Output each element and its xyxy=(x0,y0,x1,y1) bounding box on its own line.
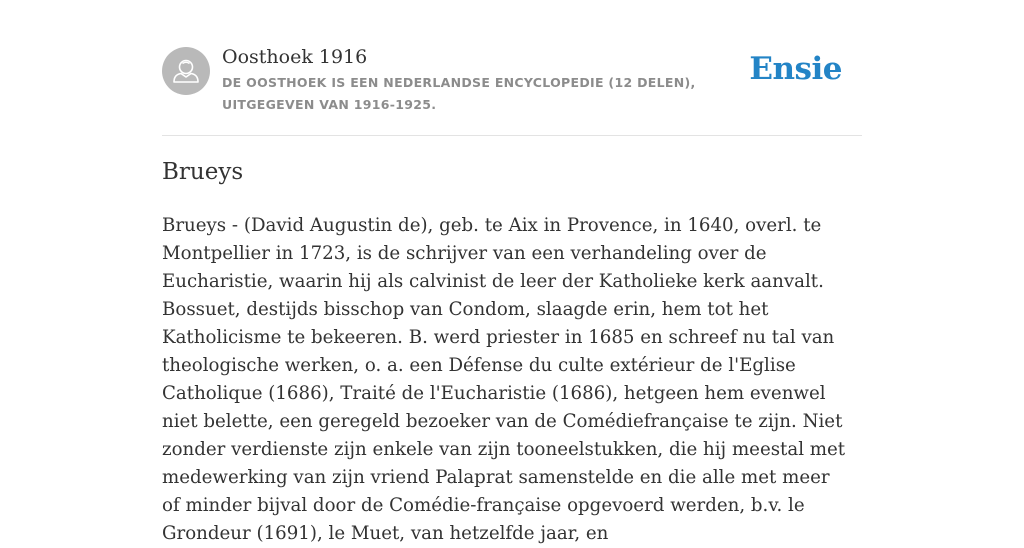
source-title[interactable]: Oosthoek 1916 xyxy=(222,46,368,68)
header-divider xyxy=(162,135,862,136)
user-avatar-icon xyxy=(162,47,210,95)
article-body: Brueys - (David Augustin de), geb. te Aix in Provence, in 1640, overl. te Montpellier in 1723, is de schrijver van een verhandeling over de Eucharistie, waarin hij als calvinist de leer der Katholieke kerk aanvalt. Bossuet, destijds bisschop van Condom, slaagde erin, hem tot het Katholicisme te bekeeren. B. werd priester in 1685 en schreef nu tal van theologische werken, o. a. een Défense du culte extérieur de l'Eglise Catholique (1686), Traité de l'Eucharistie (1686), hetgeen hem evenwel niet belette, een geregeld bezoeker van de Comédiefrançaise te zijn. Niet zonder verdienste zijn enkele van zijn tooneelstukken, die hij meestal met medewerking van zijn vriend Palaprat samenstelde en die alle met meer of minder bijval door de Comédie-française opgevoerd werden, b.v. le Grondeur (1691), le Muet, van hetzelfde jaar, en xyxy=(162,215,846,544)
source-description: DE OOSTHOEK IS EEN NEDERLANDSE ENCYCLOPEDIE (12 DELEN), UITGEGEVEN VAN 1916-1925. xyxy=(222,75,696,112)
brand-logo[interactable]: Ensie xyxy=(749,51,842,87)
article-title: Brueys xyxy=(162,159,244,185)
source-header xyxy=(162,44,862,135)
